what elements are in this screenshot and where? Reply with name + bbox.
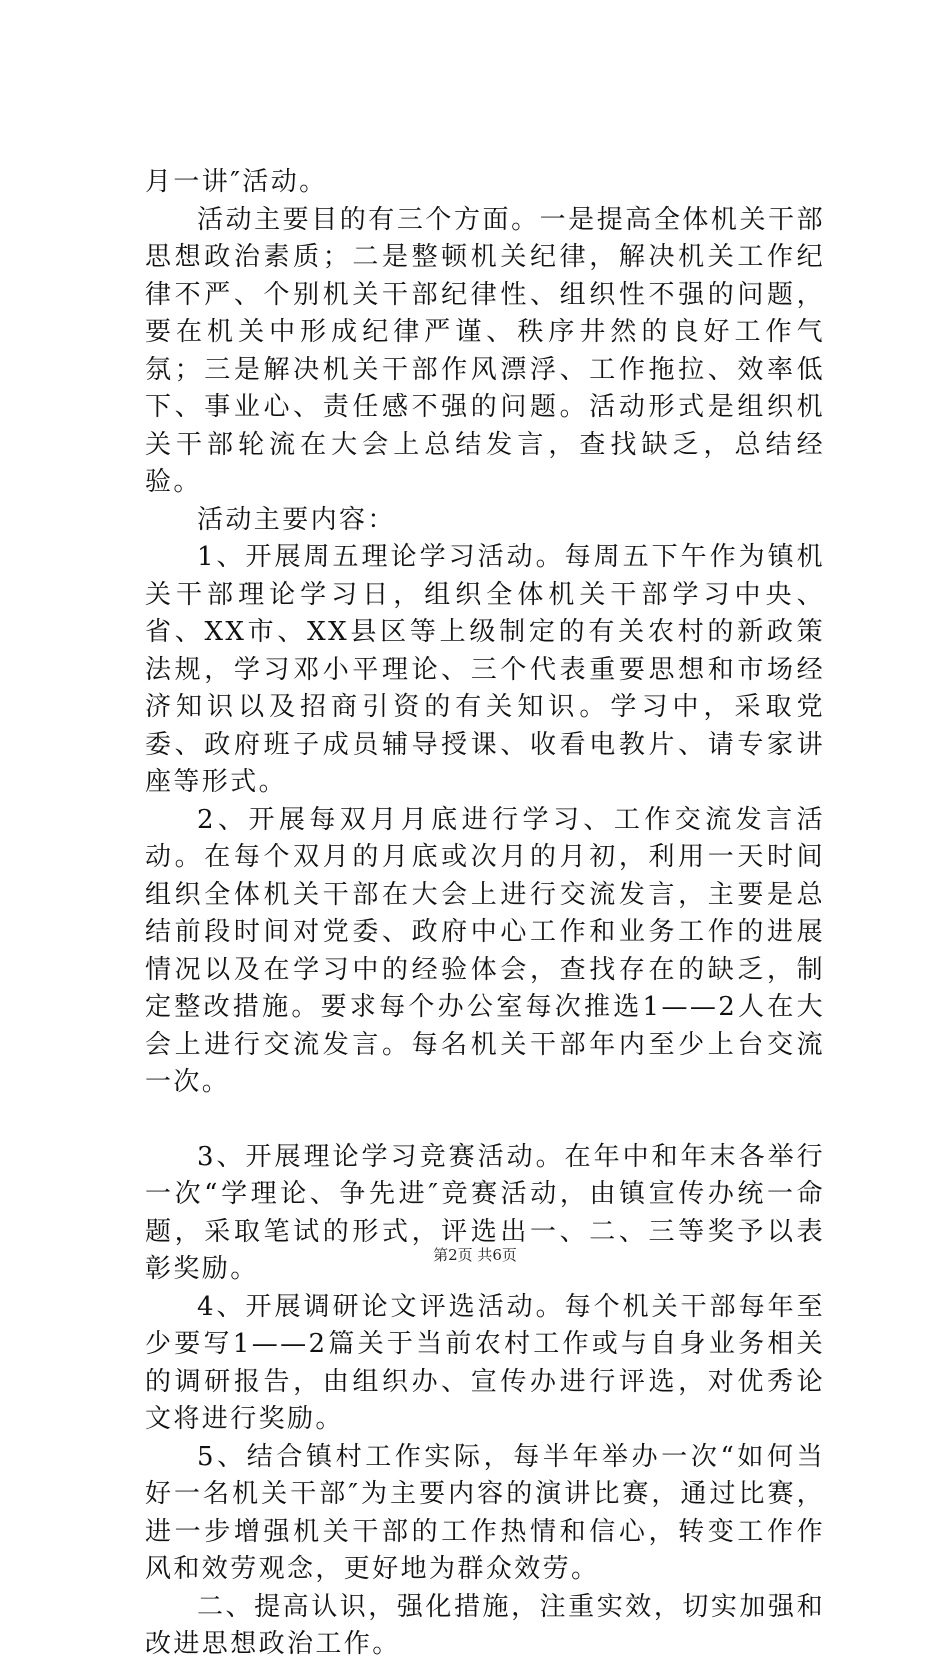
paragraph-activity-goals: 活动主要目的有三个方面。一是提高全体机关干部思想政治素质；二是整顿机关纪律，解决机关工作纪律不严、个别机关干部纪律性、组织性不强的问题，要在机关中形成纪律严谨、秩序井然的良好工作气氛；三是解决机关干部作风漂浮、工作拖拉、效率低下、事业心、责任感不强的问题。活动形式是组织机关干部轮流在大会上总结发言，查找缺乏，总结经验。 <box>145 204 825 497</box>
paragraph-content-heading: 活动主要内容： <box>197 504 396 535</box>
page-number-label: 第2页 共6页 <box>433 1246 517 1264</box>
paragraph-item-5: 5、结合镇村工作实际，每半年举办一次“如何当好一名机关干部″为主要内容的演讲比赛，通过比赛，进一步增强机关干部的工作热情和信心，转变工作作风和效劳观念，更好地为群众效劳。 <box>145 1441 825 1584</box>
paragraph-item-3: 3、开展理论学习竞赛活动。在年中和年末各举行一次“学理论、争先进″竞赛活动，由镇宣传办统一命题，采取笔试的形式，评选出一、二、三等奖予以表彰奖励。 <box>145 1141 825 1284</box>
page-footer <box>0 1245 950 1265</box>
paragraph-item-4: 4、开展调研论文评选活动。每个机关干部每年至少要写1——2篇关于当前农村工作或与自身业务相关的调研报告，由组织办、宣传办进行评选，对优秀论文将进行奖励。 <box>145 1291 825 1434</box>
document-body <box>145 164 825 1664</box>
paragraph-section-two-heading: 二、提高认识，强化措施，注重实效，切实加强和改进思想政治工作。 <box>145 1591 825 1659</box>
paragraph-continuation: 月一讲″活动。 <box>145 167 328 197</box>
paragraph-item-1: 1、开展周五理论学习活动。每周五下午作为镇机关干部理论学习日，组织全体机关干部学习中央、省、XX市、XX县区等上级制定的有关农村的新政策法规，学习邓小平理论、三个代表重要思想和市场经济知识以及招商引资的有关知识。学习中，采取党委、政府班子成员辅导授课、收看电教片、请专家讲座等形式。 <box>145 542 825 797</box>
paragraph-item-2: 2、开展每双月月底进行学习、工作交流发言活动。在每个双月的月底或次月的月初，利用一天时间组织全体机关干部在大会上进行交流发言，主要是总结前段时间对党委、政府中心工作和业务工作的进展情况以及在学习中的经验体会，查找存在的缺乏，制定整改措施。要求每个办公室每次推选1——2人在大会上进行交流发言。每名机关干部年内至少上台交流一次。 <box>145 804 825 1097</box>
